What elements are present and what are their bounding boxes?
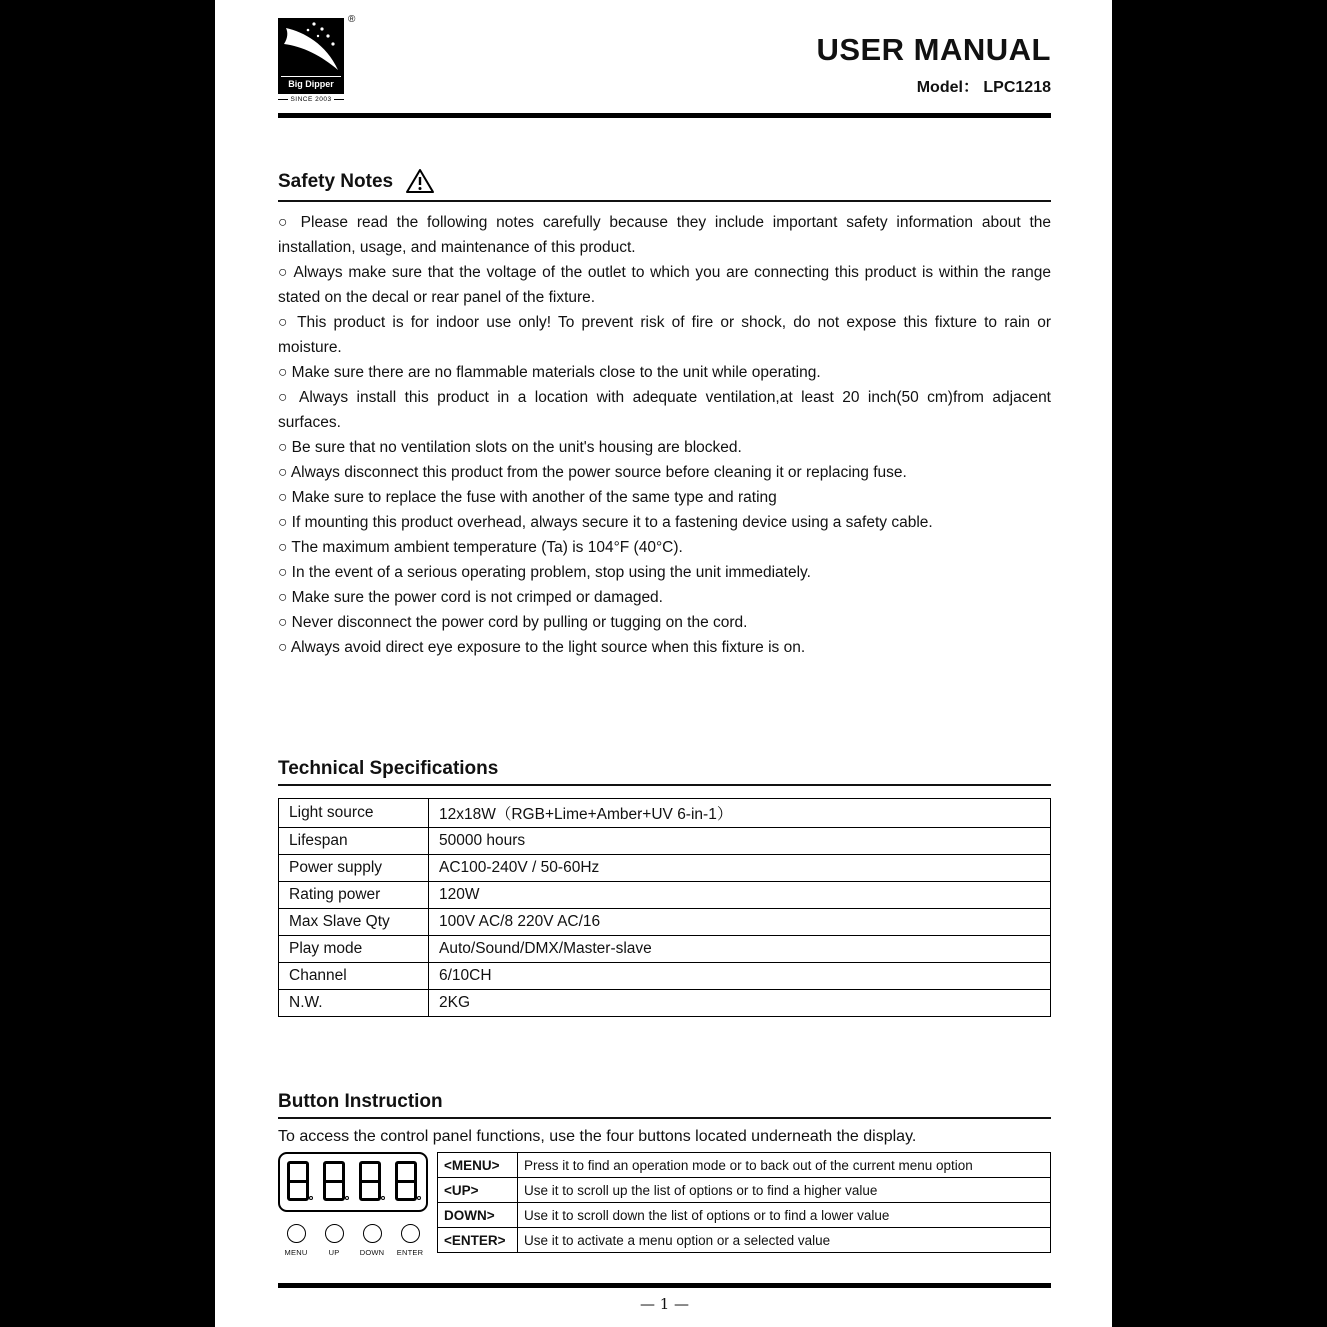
panel-buttons-row xyxy=(278,1224,428,1257)
brand-logo xyxy=(278,14,368,103)
page-number: — 1 — xyxy=(639,1295,690,1313)
model-value: LPC1218 xyxy=(983,79,1051,96)
spec-value: 120W xyxy=(429,882,1051,909)
safety-note: ○ This product is for indoor use only! To prevent risk of fire or shock, do not expose this fixture to rain or moisture. xyxy=(278,314,1051,356)
safety-note: ○ Please read the following notes carefully because they include important safety information about the installation, usage, and maintenance of this product. xyxy=(278,214,1051,256)
safety-note: ○ Make sure the power cord is not crimped or damaged. xyxy=(278,589,663,606)
specs-heading-row xyxy=(278,758,1051,786)
safety-notes-section xyxy=(278,168,1051,660)
safety-note: ○ Always avoid direct eye exposure to the light source when this fixture is on. xyxy=(278,639,806,656)
footer-rule xyxy=(278,1283,1051,1288)
spec-label: Max Slave Qty xyxy=(279,909,429,936)
safety-note: ○ Always make sure that the voltage of the outlet to which you are connecting this product is within the range stated on the decal or rear panel of the fixture. xyxy=(278,264,1051,306)
table-row xyxy=(279,828,1051,855)
safety-note: ○ Make sure there are no flammable materials close to the unit while operating. xyxy=(278,364,821,381)
decimal-point xyxy=(381,1196,385,1200)
menu-button-diagram xyxy=(279,1224,313,1257)
table-row xyxy=(279,799,1051,828)
enter-button-icon xyxy=(401,1224,420,1243)
brand-name: Big Dipper xyxy=(281,76,341,92)
safety-note: ○ Never disconnect the power cord by pulling or tugging on the cord. xyxy=(278,614,748,631)
brand-since: SINCE 2003 xyxy=(278,96,344,103)
seven-segment-digit xyxy=(395,1161,417,1201)
menu-button-icon xyxy=(287,1224,306,1243)
button-instruction-section xyxy=(278,1091,1051,1257)
button-heading-row xyxy=(278,1091,1051,1119)
spec-value: 100V AC/8 220V AC/16 xyxy=(429,909,1051,936)
header-rule xyxy=(278,113,1051,118)
table-row xyxy=(279,882,1051,909)
safety-note: ○ The maximum ambient temperature (Ta) is 104°F (40°C). xyxy=(278,539,683,556)
button-key: <MENU> xyxy=(438,1153,518,1178)
table-row xyxy=(279,936,1051,963)
spec-value: 6/10CH xyxy=(429,963,1051,990)
table-row xyxy=(438,1153,1051,1178)
button-instruction-table xyxy=(437,1152,1051,1253)
big-dipper-swoosh-icon xyxy=(278,18,344,74)
specs-table xyxy=(278,798,1051,1017)
safety-note: ○ Always install this product in a location with adequate ventilation,at least 20 inch(50 cm)from adjacent surfaces. xyxy=(278,389,1051,431)
up-button-diagram xyxy=(317,1224,351,1257)
table-row xyxy=(438,1178,1051,1203)
spec-label: Power supply xyxy=(279,855,429,882)
safety-notes-list xyxy=(278,210,1051,660)
spec-value: AC100-240V / 50-60Hz xyxy=(429,855,1051,882)
model-line xyxy=(816,74,1051,97)
brand-logo-box xyxy=(278,18,344,94)
spec-value: 12x18W（RGB+Lime+Amber+UV 6-in-1） xyxy=(429,799,1051,828)
manual-page xyxy=(215,0,1112,1327)
table-row xyxy=(279,963,1051,990)
table-row xyxy=(438,1228,1051,1253)
enter-button-label: ENTER xyxy=(396,1248,424,1257)
decimal-point xyxy=(417,1196,421,1200)
table-row xyxy=(279,990,1051,1017)
safety-notes-heading: Safety Notes xyxy=(278,171,394,192)
button-desc: Press it to find an operation mode or to back out of the current menu option xyxy=(518,1153,1051,1178)
button-key: <ENTER> xyxy=(438,1228,518,1253)
spec-value: 50000 hours xyxy=(429,828,1051,855)
spec-label: N.W. xyxy=(279,990,429,1017)
button-block xyxy=(278,1152,1051,1257)
spec-label: Light source xyxy=(279,799,429,828)
safety-notes-heading-row xyxy=(278,168,1051,202)
up-button-label: UP xyxy=(328,1248,340,1257)
button-heading: Button Instruction xyxy=(278,1091,443,1112)
button-intro-text: To access the control panel functions, use the four buttons located underneath the display. xyxy=(278,1128,917,1145)
technical-specifications-section xyxy=(278,758,1051,1017)
decimal-point xyxy=(309,1196,313,1200)
button-key: <UP> xyxy=(438,1178,518,1203)
document-title: USER MANUAL xyxy=(816,32,1051,67)
spec-value: 2KG xyxy=(429,990,1051,1017)
safety-note: ○ If mounting this product overhead, always secure it to a fastening device using a safety cable. xyxy=(278,514,933,531)
warning-icon xyxy=(405,168,435,194)
down-button-icon xyxy=(363,1224,382,1243)
enter-button-diagram xyxy=(393,1224,427,1257)
decimal-point xyxy=(345,1196,349,1200)
spec-label: Lifespan xyxy=(279,828,429,855)
seven-segment-digit xyxy=(287,1161,309,1201)
title-block xyxy=(816,18,1051,97)
safety-note: ○ Always disconnect this product from the power source before cleaning it or replacing fuse. xyxy=(278,464,907,481)
down-button-diagram xyxy=(355,1224,389,1257)
button-desc: Use it to activate a menu option or a selected value xyxy=(518,1228,1051,1253)
spec-label: Channel xyxy=(279,963,429,990)
spec-label: Rating power xyxy=(279,882,429,909)
page-footer xyxy=(278,1283,1051,1313)
seven-segment-digit xyxy=(359,1161,381,1201)
safety-note: ○ Make sure to replace the fuse with another of the same type and rating xyxy=(278,489,777,506)
up-button-icon xyxy=(325,1224,344,1243)
specs-heading: Technical Specifications xyxy=(278,758,499,779)
table-row xyxy=(438,1203,1051,1228)
spec-label: Play mode xyxy=(279,936,429,963)
display-panel-diagram xyxy=(278,1152,428,1257)
model-label: Model xyxy=(916,79,963,96)
seven-segment-digit xyxy=(323,1161,345,1201)
button-desc: Use it to scroll down the list of options or to find a lower value xyxy=(518,1203,1051,1228)
menu-button-label: MENU xyxy=(284,1248,308,1257)
button-key: DOWN> xyxy=(438,1203,518,1228)
page-header xyxy=(278,14,1051,103)
safety-note: ○ Be sure that no ventilation slots on the unit's housing are blocked. xyxy=(278,439,742,456)
seven-segment-display xyxy=(278,1152,428,1212)
down-button-label: DOWN xyxy=(359,1248,385,1257)
registered-mark: ® xyxy=(348,14,356,25)
spec-value: Auto/Sound/DMX/Master-slave xyxy=(429,936,1051,963)
model-separator: ： xyxy=(962,79,979,96)
table-row xyxy=(279,855,1051,882)
safety-note: ○ In the event of a serious operating problem, stop using the unit immediately. xyxy=(278,564,811,581)
button-desc: Use it to scroll up the list of options or to find a higher value xyxy=(518,1178,1051,1203)
table-row xyxy=(279,909,1051,936)
